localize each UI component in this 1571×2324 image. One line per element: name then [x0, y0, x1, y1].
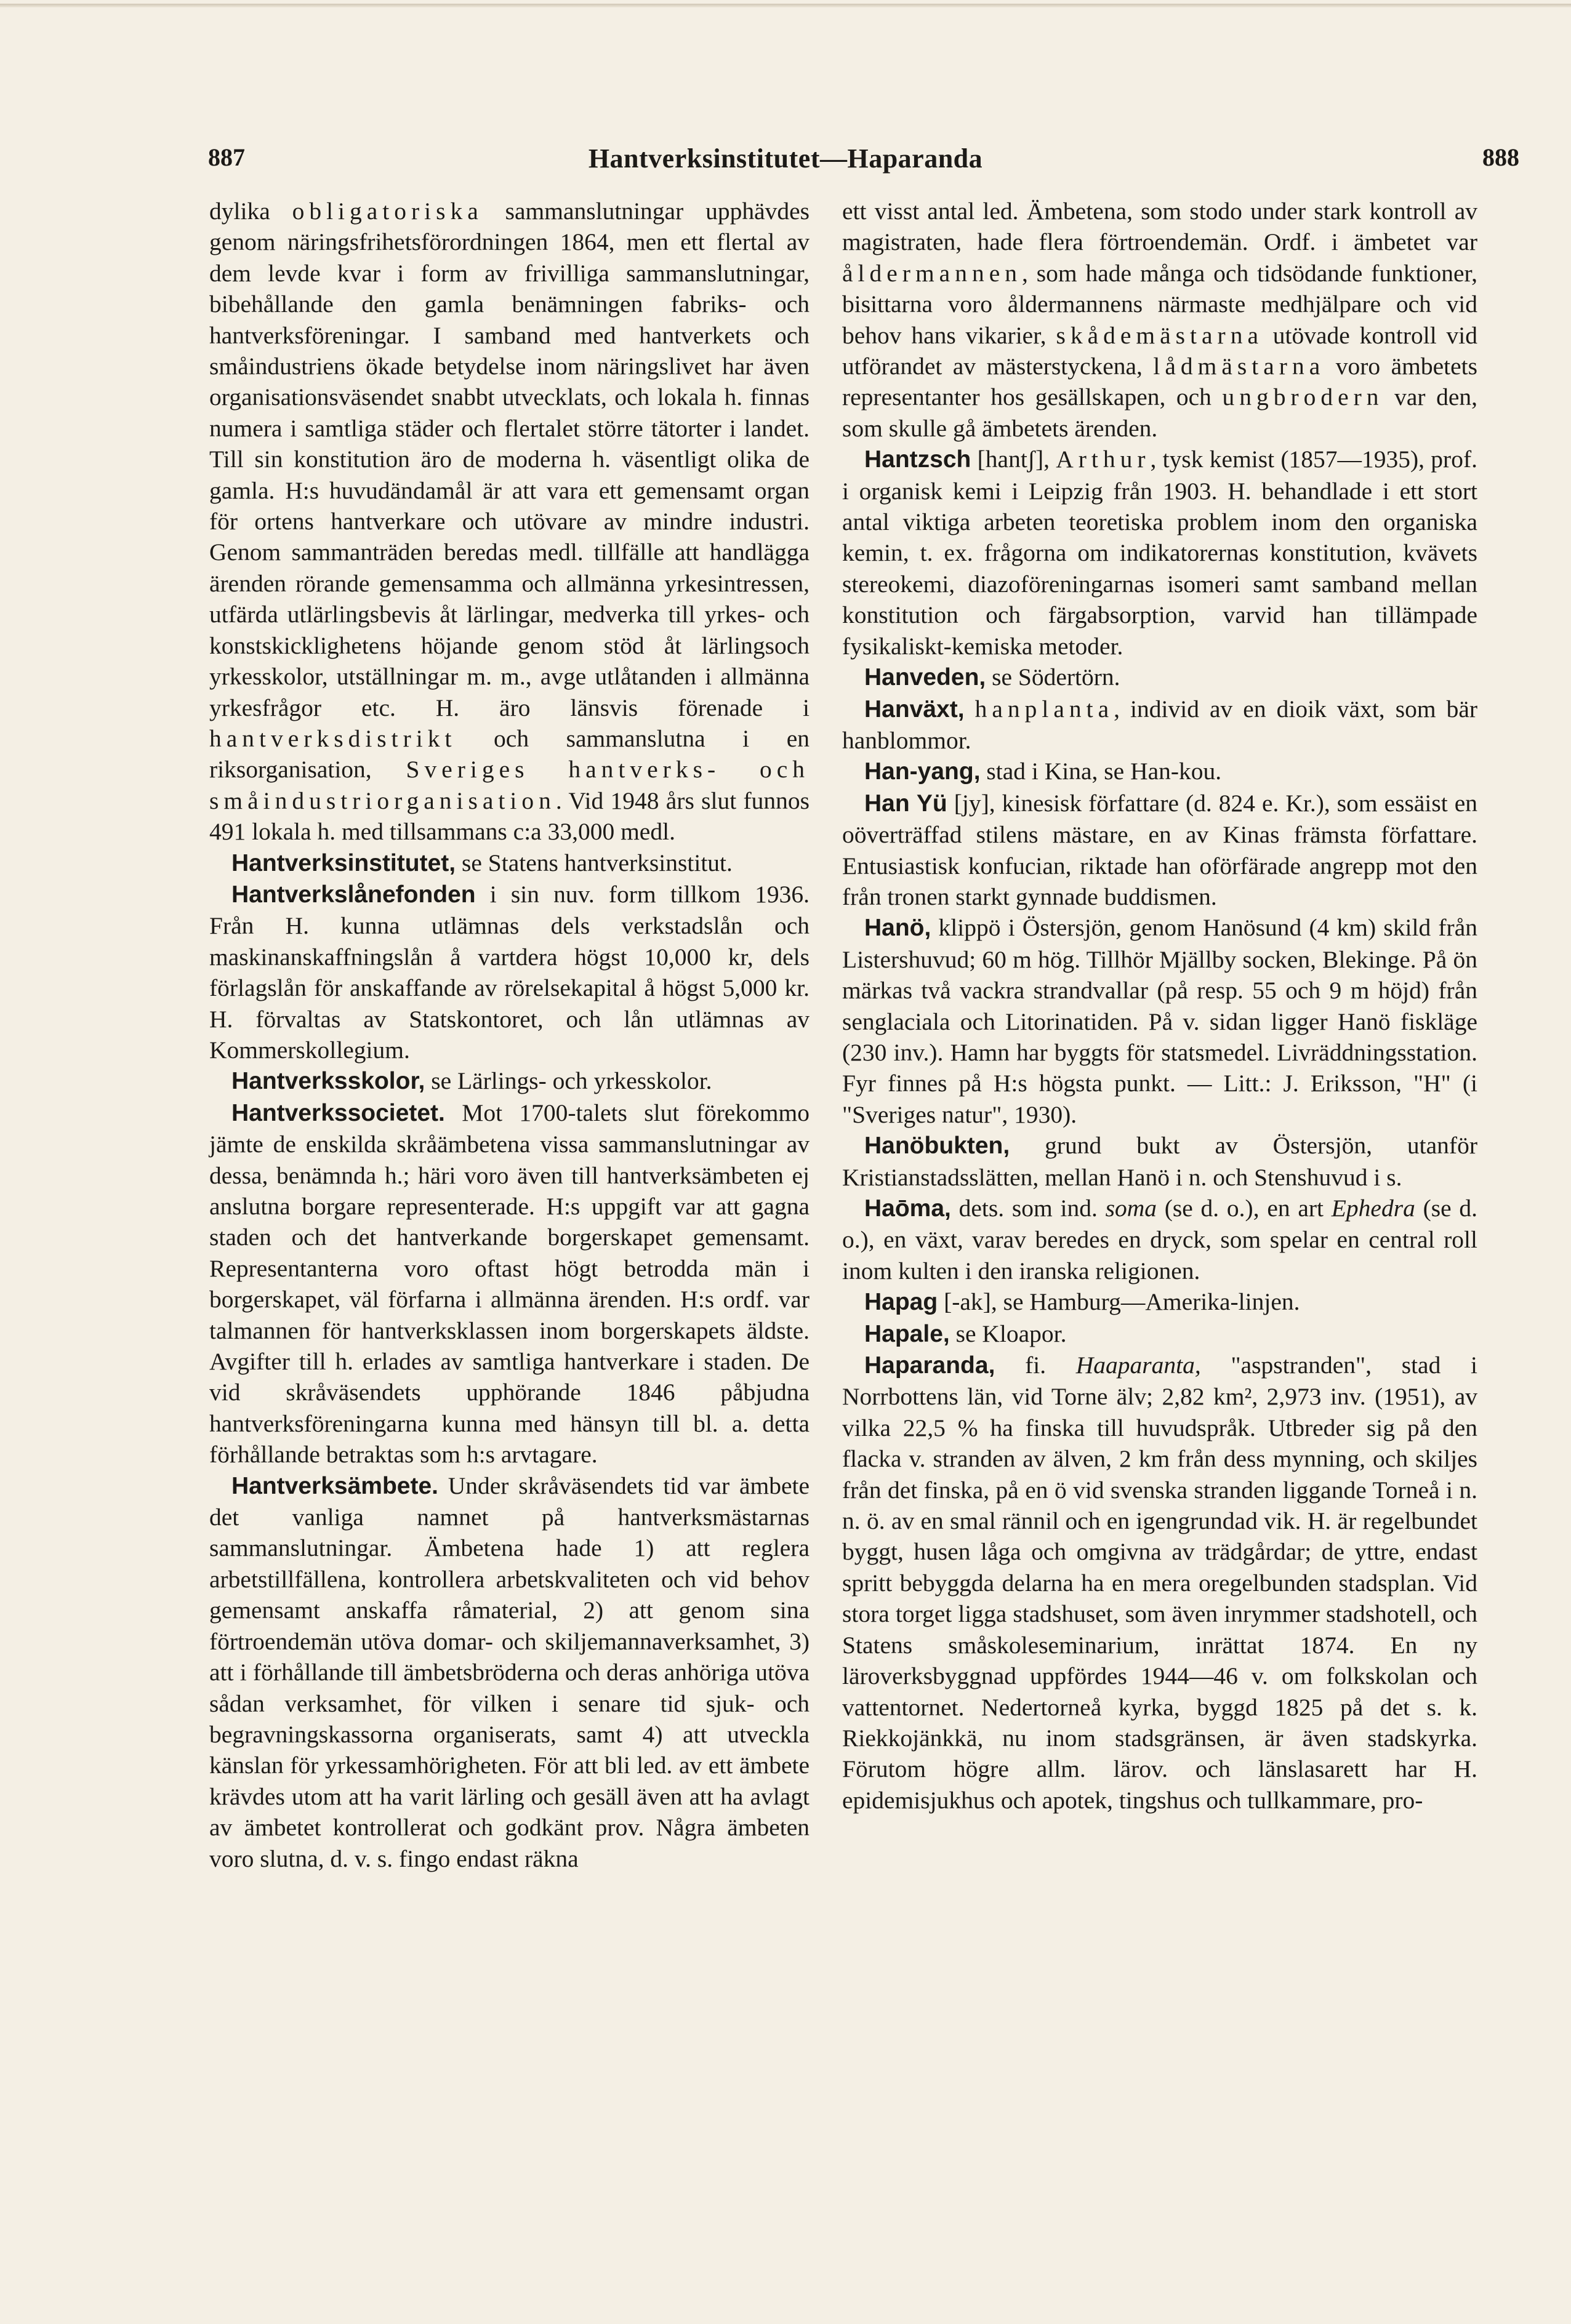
- entry-headword: Haōma,: [864, 1195, 951, 1222]
- left-text-column: [209, 196, 810, 1874]
- entry-text: "aspstranden", stad i Norrbottens län, vid Torne älv; 2,82 km², 2,973 inv. (1951), av vilka 22,5 % ha finska till huvudspråk. Utbreder sig på den flacka v. stranden av älven, 2 km från dess mynning, och skiljes från det finska, på en ö vid svenska stranden liggande Torneå i n. n. ö. av en smal rännil och en igengrundad vik. H. är regelbundet byggt, husen låga och omgivna av trädgårdar; de yttre, endast spritt bebyggda delarna ha en mera oregelbunden stadsplan. Vid stora torget ligga stadshuset, som även inrymmer stadshotell, och Statens småskoleseminarium, inrättat 1874. En ny läroverksbyggnad uppfördes 1944—46 v. om folkskolan och vattentornet. Nedertorneå kyrka, byggd 1825 på det s. k. Riekkojänkkä, nu inom stadsgränsen, är även stadskyrka. Förutom högre allm. lärov. och länslasarett har H. epidemisjukhus och apotek, tingshus och tullkammare, pro-: [842, 1352, 1477, 1814]
- italic-term: Haaparanta,: [1075, 1352, 1201, 1379]
- spaced-emphasis: hantverksdistrikt: [209, 724, 457, 752]
- encyclopedia-entry: [842, 1350, 1477, 1816]
- encyclopedia-entry: [209, 1065, 810, 1097]
- entry-text: . Vid 1948 års slut funnos 491 lokala h. med tillsammans c:a 33,000 medl.: [209, 787, 810, 846]
- entry-headword: Hantverksämbete.: [231, 1472, 438, 1499]
- encyclopedia-entry: [842, 788, 1477, 913]
- encyclopedia-entry: [842, 1193, 1477, 1286]
- spaced-emphasis: skådemästarna: [1056, 321, 1263, 349]
- entry-text: dets. som ind.: [950, 1195, 1106, 1222]
- entry-text: Mot 1700-talets slut förekommo jämte de enskilda skråämbetena vissa sammanslutningar av dessa, benämnda h.; häri voro även till hantverksämbeten ej anslutna borgare representerade. H:s uppgift var att gagna staden och det hantverkande borgerskapet gemensamt. Representanterna voro oftast högt betrodda män i borgerskapet, väl förfarna i allmänna ärenden. H:s ordf. var talmannen för hantverksklassen inom borgerskapets äldste. Avgifter till h. erlades av samtliga hantverkare i staden. De vid skråväsendets upphörande 1846 påbjudna hantverksföreningarna kunna med hänsyn till bl. a. detta förhållande betraktas som h:s arvtagare.: [209, 1099, 810, 1469]
- spaced-emphasis: Sveriges hantverks- och småindustriorganisation: [209, 756, 810, 814]
- entry-text: i sin nuv. form tillkom 1936. Från H. kunna utlämnas dels verkstadslån och maskinanskaffningslån å vartdera högst 10,000 kr, dels förlagslån för anskaffande av rörelsekapital å högst 5,000 kr. H. förvaltas av Statskontoret, och lån utlämnas av Kommerskollegium.: [209, 880, 810, 1064]
- encyclopedia-entry: [842, 1130, 1477, 1193]
- entry-headword: Hantzsch: [864, 446, 971, 473]
- entry-text: och sammanslutna i en riksorganisation,: [209, 724, 810, 783]
- page-top-edge: [0, 4, 1571, 7]
- encyclopedia-entry: [842, 912, 1477, 1130]
- entry-text: var den, som skulle gå ämbetets ärenden.: [842, 383, 1477, 442]
- encyclopedia-entry: [209, 1097, 810, 1470]
- entry-text: se Södertörn.: [986, 663, 1120, 691]
- entry-text: [965, 695, 975, 723]
- entry-text: Under skråväsendets tid var ämbete det vanliga namnet på hantverksmästarnas sammanslutningar. Ämbetena hade 1) att reglera arbetstillfällena, kontrollera arbetskvaliteten och vid behov gemensamt anskaffa råmaterial, 2) att genom sina förtroendemän utöva domar- och skiljemannaverksamhet, 3) att i förhållande till ämbetsbröderna och deras anhöriga utöva sådan verksamhet, för vilken i senare tid sjuk- och begravningskassorna organiserats, samt 4) att utveckla känslan för yrkessamhörigheten. För att bli led. av ett ämbete krävdes utom att ha varit lärling och gesäll även att ha avlagt av ämbetet kontrollerat och godkänt prov. Några ämbeten voro slutna, d. v. s. fingo endast räkna: [209, 1472, 810, 1872]
- continued-text: [842, 196, 1477, 444]
- entry-text: [jy], kinesisk författare (d. 824 e. Kr.), som essäist en oöverträffad stilens mästare, en av Kinas främsta författare. Entusiastisk konfucian, riktade han oförfärade angrepp mot den från tronen starkt gynnade buddismen.: [842, 789, 1477, 910]
- encyclopedia-entry: [209, 847, 810, 879]
- entry-headword: Han Yü: [864, 790, 947, 817]
- spaced-emphasis: lådmästarna: [1153, 353, 1325, 380]
- entry-headword: Hanveden,: [864, 664, 986, 691]
- entry-text: (se d. o.), en art: [1157, 1195, 1332, 1222]
- italic-term: Ephedra: [1331, 1195, 1415, 1222]
- entry-headword: Hapag: [864, 1289, 938, 1316]
- spaced-emphasis: åldermannen: [842, 259, 1022, 287]
- left-page-number: 887: [208, 143, 245, 171]
- right-page-number: 888: [1482, 143, 1519, 171]
- entry-text: , individ av en dioik växt, som bär hanblommor.: [842, 695, 1478, 754]
- entry-headword: Hapale,: [864, 1320, 950, 1347]
- entry-headword: Hantverkssocietet.: [231, 1099, 445, 1126]
- entry-text: stad i Kina, se Han-kou.: [980, 758, 1222, 785]
- entry-headword: Hanväxt,: [864, 695, 965, 723]
- entry-headword: Hantverkslånefonden: [231, 881, 476, 908]
- entry-text: se Statens hantverksinstitut.: [456, 849, 733, 876]
- encyclopedia-entry: [209, 1470, 810, 1874]
- entry-text: (se d. o.), en växt, varav beredes en dryck, som spelar en central roll inom kulten i den iranska religionen.: [842, 1195, 1478, 1284]
- entry-text: , som hade många och tidsödande funktioner, bisittarna voro åldermannens närmaste medhjälpare och vid behov hans vikarier,: [842, 259, 1477, 349]
- entry-headword: Haparanda,: [864, 1352, 995, 1379]
- entry-text: dylika: [209, 198, 292, 225]
- italic-term: soma: [1105, 1195, 1157, 1222]
- encyclopedia-entry: [842, 1286, 1477, 1318]
- encyclopedia-entry: [842, 756, 1477, 787]
- entry-text: grund bukt av Östersjön, utanför Kristianstadsslätten, mellan Hanö i n. och Stenshuvud i s.: [842, 1132, 1477, 1191]
- entry-text: ett visst antal led. Ämbetena, som stodo under stark kontroll av magistraten, hade flera förtroendemän. Ordf. i ämbetet var: [842, 198, 1477, 256]
- entry-headword: Hanöbukten,: [864, 1132, 1010, 1160]
- entry-text: utövade kontroll vid utförandet av mästerstyckena,: [842, 321, 1477, 380]
- encyclopedia-entry: [209, 879, 810, 1065]
- encyclopedia-entry: [842, 662, 1477, 693]
- entry-text: se Kloapor.: [949, 1320, 1067, 1347]
- encyclopedia-entry: [842, 1318, 1477, 1350]
- entry-text: [hantʃ],: [971, 446, 1056, 473]
- spaced-emphasis: obligatoriska: [292, 198, 483, 225]
- entry-text: se Lärlings- och yrkesskolor.: [425, 1067, 712, 1095]
- right-text-column: [842, 196, 1477, 1816]
- spaced-emphasis: Arthur: [1056, 446, 1151, 473]
- entry-text: klippö i Östersjön, genom Hanösund (4 km) skild från Listershuvud; 60 m hög. Tillhör Mjällby socken, Blekinge. På ön märkas två vackra strandvallar (på resp. 55 och 9 m höjd) från senglaciala och Litorinatiden. På v. sidan ligger Hanö fiskläge (230 inv.). Hamn har byggts för statsmedel. Livräddningsstation. Fyr finnes på H:s högsta punkt. — Litt.: J. Eriksson, "H" (i "Sveriges natur", 1930).: [842, 914, 1477, 1128]
- entry-headword: Han-yang,: [864, 758, 981, 785]
- running-head-title: Hantverksinstitutet—Haparanda: [588, 143, 983, 174]
- entry-text: fi.: [995, 1352, 1076, 1379]
- spaced-emphasis: hanplanta: [974, 695, 1114, 723]
- spaced-emphasis: ungbrodern: [1222, 383, 1384, 411]
- encyclopedia-entry: [842, 694, 1477, 756]
- entry-text: , tysk kemist (1857—1935), prof. i organisk kemi i Leipzig från 1903. H. behandlade i ett stort antal viktiga arbeten teoretiska problem inom den organiska kemin, t. ex. frågorna om indikatorernas konstitution, kvävets stereokemi, diazoföreningarnas isomeri samt samband mellan konstitution och färgabsorption, varvid han tillämpade fysikaliskt-kemiska metoder.: [842, 446, 1477, 660]
- entry-text: voro ämbetets representanter hos gesällskapen, och: [842, 353, 1477, 411]
- entry-text: sammanslutningar upphävdes genom näringsfrihetsförordningen 1864, men ett flertal av dem levde kvar i form av frivilliga sammanslutningar, bibehållande den gamla benämningen fabriks- och hantverksföreningar. I samband med hantverkets och småindustriens ökade betydelse inom näringslivet har även organisationsväsendet snabbt utvecklats, och lokala h. finnas numera i samtliga städer och flertalet större tätorter i landet. Till sin konstitution äro de moderna h. väsentligt olika de gamla. H:s huvudändamål är att vara ett gemensamt organ för ortens hantverkare och utövare av mindre industri. Genom sammanträden beredas medl. tillfälle att handlägga ärenden rörande gemensamma och allmänna yrkesintressen, utfärda utlärlingsbevis åt lärlingar, medverka till yrkes- och konstskicklighetens höjande genom stöd åt lärlingsoch yrkesskolor, utställningar m. m., avge utlåtanden i allmänna yrkesfrågor etc. H. äro länsvis förenade i: [209, 198, 810, 721]
- entry-headword: Hantverksskolor,: [231, 1068, 425, 1095]
- encyclopedia-entry: [842, 444, 1477, 662]
- entry-headword: Hanö,: [864, 915, 931, 942]
- entry-text: [-ak], se Hamburg—Amerika-linjen.: [938, 1288, 1300, 1316]
- continued-text: [209, 196, 810, 847]
- entry-headword: Hantverksinstitutet,: [231, 849, 456, 876]
